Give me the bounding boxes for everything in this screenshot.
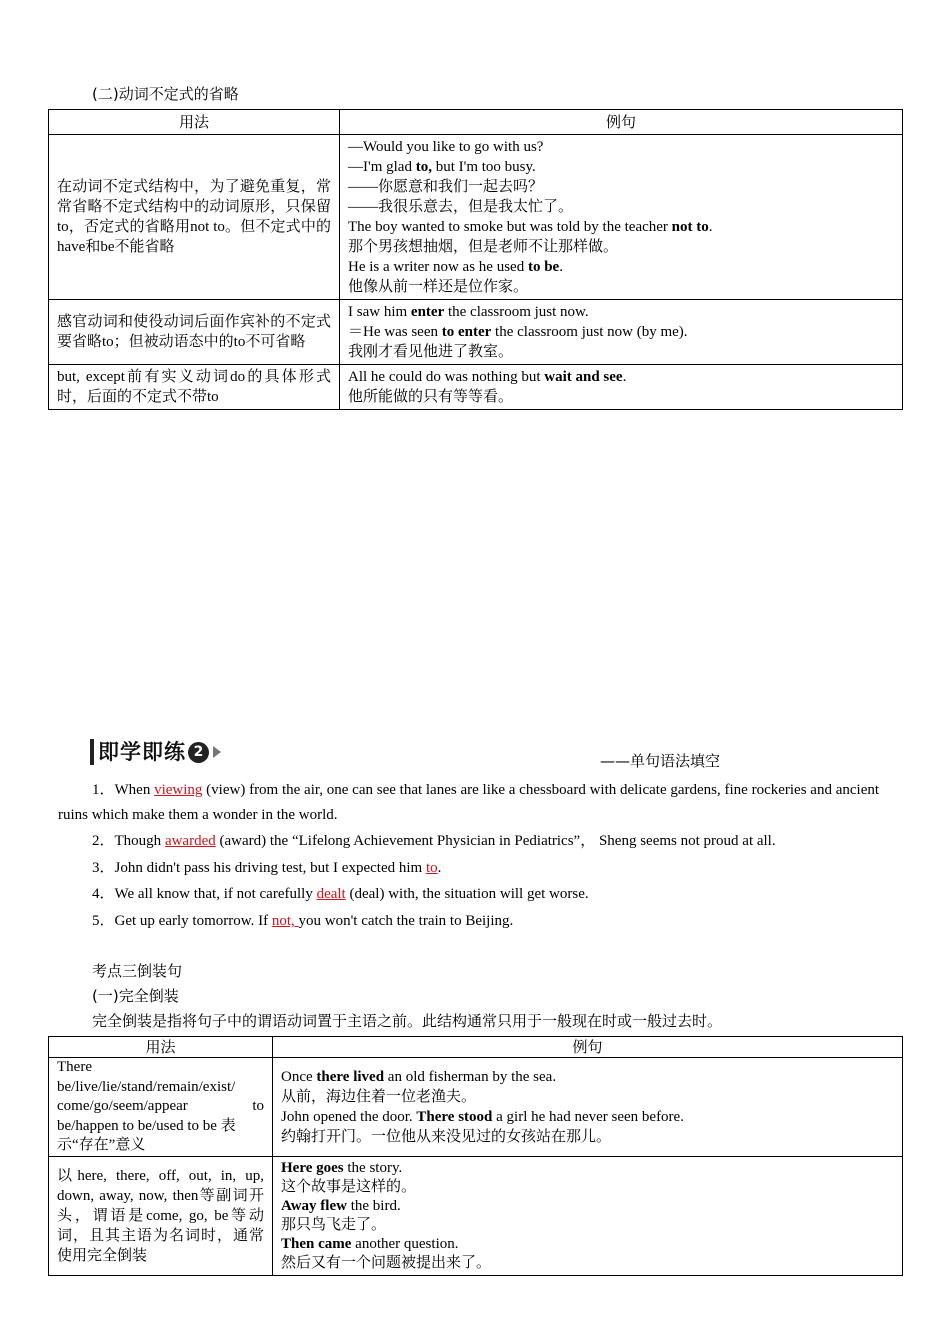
example-cell <box>273 1156 903 1275</box>
example-line: 那个男孩想抽烟，但是老师不让那样做。 <box>348 239 619 255</box>
answer-text: awarded <box>164 833 216 849</box>
intro-paragraph: 完全倒装是指将句子中的谓语动词置于主语之前。此结构通常只用于一般现在时或一般过去时。 <box>92 1014 723 1030</box>
table-row <box>49 1058 903 1157</box>
answer-text: viewing <box>154 782 203 798</box>
table-row <box>49 300 903 365</box>
example-cell <box>340 300 903 365</box>
usage-cell: 感官动词和使役动词后面作宾补的不定式要省略to；但被动语态中的to不可省略 <box>49 300 340 365</box>
usage-cell: but, except前有实义动词do的具体形式时，后面的不定式不带to <box>49 365 340 410</box>
table-row <box>49 365 903 410</box>
usage-cell: There be/live/lie/stand/remain/exist/ come/go/seem/appear to be/happen to be/used to be 表示“存在”意义 <box>49 1058 273 1157</box>
example-line: All he could do was nothing but wait and see. <box>348 369 627 385</box>
example-line: 约翰打开门。一位他从来没见过的女孩站在那儿。 <box>281 1128 612 1145</box>
example-line: He is a writer now as he used to be. <box>348 259 563 275</box>
answer-text: dealt <box>316 886 346 902</box>
example-line: Away flew the bird. <box>281 1197 401 1214</box>
practice-badge <box>90 736 221 768</box>
question-item: 5．Get up early tomorrow. If not, you won't catch the train to Beijing. <box>92 913 514 929</box>
example-cell <box>340 365 903 410</box>
example-line: 从前，海边住着一位老渔夫。 <box>281 1088 477 1105</box>
section-heading-inversion: 考点三倒装句 <box>92 962 183 980</box>
full-inversion-table <box>48 1036 903 1276</box>
example-line: The boy wanted to smoke but was told by the teacher not to. <box>348 219 713 235</box>
example-line: ＝He was seen to enter the classroom just now (by me). <box>348 324 688 340</box>
example-cell <box>340 135 903 300</box>
table-header-example: 例句 <box>340 110 903 135</box>
subheading-full-inversion: (一)完全倒装 <box>92 987 179 1005</box>
badge-bar <box>90 739 94 765</box>
example-line: Once there lived an old fisherman by the sea. <box>281 1068 557 1085</box>
example-line: Here goes the story. <box>281 1159 403 1176</box>
section-heading-infinitive-omission: (二)动词不定式的省略 <box>92 85 239 103</box>
table-row <box>49 135 903 300</box>
example-line: 他所能做的只有等等看。 <box>348 389 514 405</box>
table-header-usage: 用法 <box>49 110 340 135</box>
example-line: 那只鸟飞走了。 <box>281 1216 387 1233</box>
question-item: 4．We all know that, if not carefully dealt (deal) with, the situation will get worse. <box>92 886 589 902</box>
example-line: I saw him enter the classroom just now. <box>348 304 589 320</box>
usage-cell: 在动词不定式结构中，为了避免重复，常常省略不定式结构中的动词原形，只保留to，否定式的省略用not to。但不定式中的have和be不能省略 <box>49 135 340 300</box>
example-line: 然后又有一个问题被提出来了。 <box>281 1254 492 1271</box>
question-item: 3．John didn't pass his driving test, but I expected him to. <box>92 860 442 876</box>
example-line: 我刚才看见他进了教室。 <box>348 344 514 360</box>
infinitive-omission-table <box>48 109 903 410</box>
example-line: —Would you like to go with us? <box>348 139 544 155</box>
example-line: —I'm glad to, but I'm too busy. <box>348 159 536 175</box>
example-line: John opened the door. There stood a girl he had never seen before. <box>281 1108 684 1125</box>
badge-number-icon: 2 <box>188 742 209 763</box>
badge-arrow-icon <box>213 746 221 758</box>
example-line: Then came another question. <box>281 1235 459 1252</box>
question-item: 1．When viewing (view) from the air, one can see that lanes are like a chessboard with delicate gardens, fine rockeries and ancient ruins which make them a wonder in the world. <box>58 782 880 823</box>
example-line: 这个故事是这样的。 <box>281 1178 417 1195</box>
table-header-example: 例句 <box>273 1037 903 1058</box>
practice-subtitle: ——单句语法填空 <box>600 752 721 770</box>
example-line: ——你愿意和我们一起去吗？ <box>348 179 544 195</box>
question-item: 2．Though awarded (award) the “Lifelong Achievement Physician in Pediatrics”， Sheng seems not proud at all. <box>92 833 776 849</box>
example-line: 他像从前一样还是位作家。 <box>348 279 529 295</box>
usage-cell: 以here, there, off, out, in, up, down, away, now, then等副词开头，谓语是come, go, be等动词，且其主语为名词时，通常使用完全倒装 <box>49 1156 273 1275</box>
answer-text: not, <box>271 913 299 929</box>
example-line: ——我很乐意去，但是我太忙了。 <box>348 199 574 215</box>
table-row <box>49 1156 903 1275</box>
table-header-usage: 用法 <box>49 1037 273 1058</box>
answer-text: to <box>425 860 438 876</box>
example-cell <box>273 1058 903 1157</box>
badge-title: 即学即练 <box>98 740 186 764</box>
